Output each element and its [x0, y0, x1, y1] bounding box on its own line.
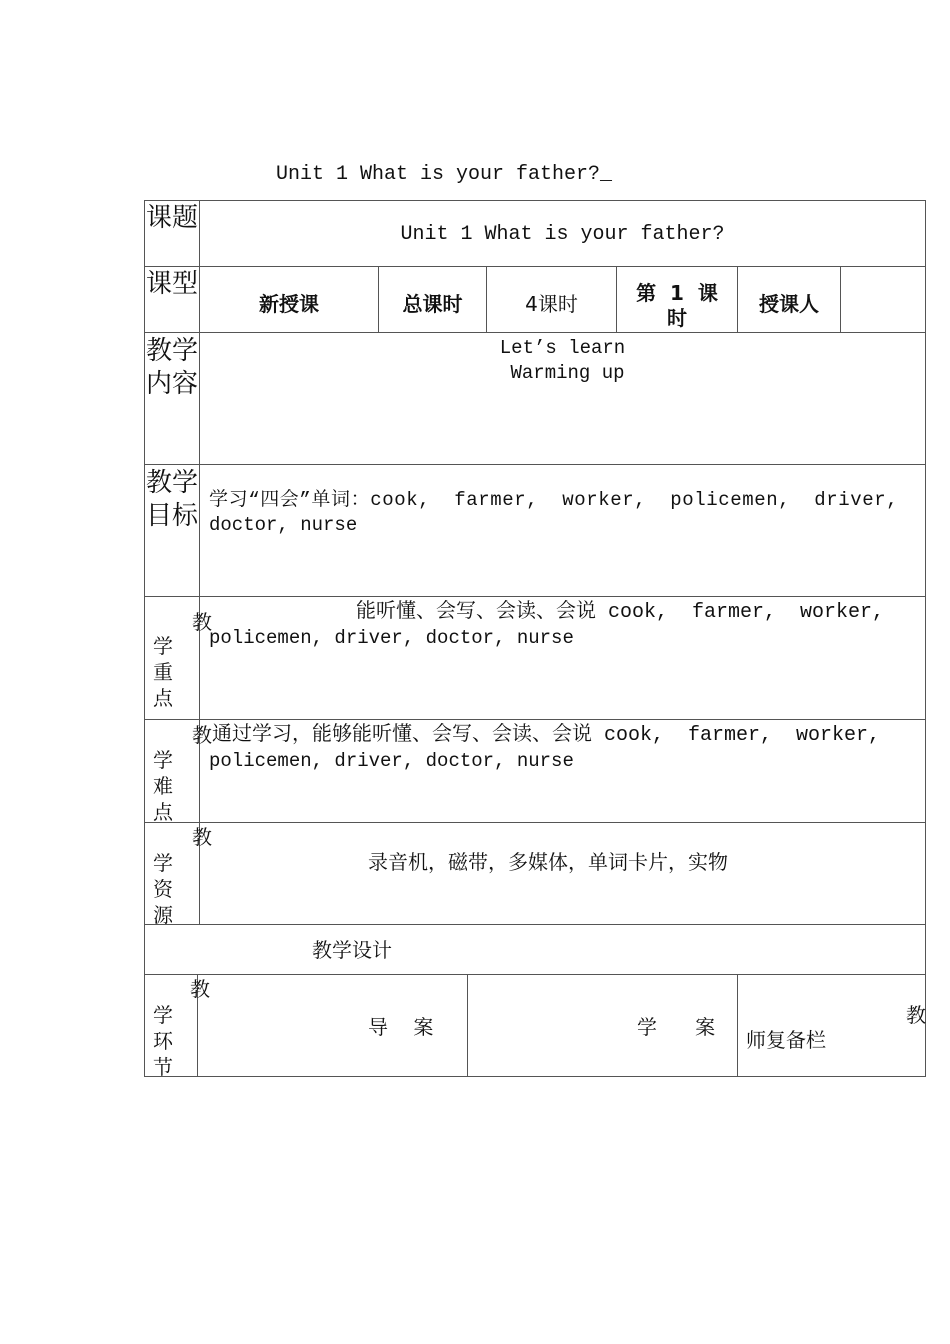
table-border-left — [144, 200, 145, 1077]
period-label-line2: 时 — [667, 306, 687, 330]
steps-label: 学环节 — [153, 1003, 173, 1079]
key-points-label-top: 教 — [192, 610, 212, 634]
objectives-label: 教学目标 — [145, 468, 198, 531]
steps-label-top: 教 — [190, 977, 210, 1001]
lesson-type-value: 新授课 — [259, 292, 319, 316]
table-border-bottom — [144, 1076, 926, 1077]
row-divider — [144, 924, 926, 925]
topic-label: 课题 — [145, 203, 198, 233]
teacher-label: 授课人 — [759, 292, 819, 316]
table-border-top — [144, 200, 926, 201]
content-label: 教学内容 — [145, 336, 198, 399]
total-periods-value: 4课时 — [525, 292, 578, 316]
row-divider — [144, 266, 926, 267]
col-divider — [467, 974, 468, 1076]
teacher-review-header-top: 教 — [906, 1003, 926, 1027]
row-divider — [144, 464, 926, 465]
key-points-line1: 能听懂、会写、会读、会说 cook, farmer, worker, — [356, 601, 885, 624]
row-divider — [144, 974, 926, 975]
study-plan-header: 学 案 — [637, 1015, 716, 1039]
difficulties-line2: policemen, driver, doctor, nurse — [209, 750, 574, 772]
content-line1: Let’s learn — [499, 337, 626, 359]
col-divider — [737, 974, 738, 1076]
row-divider — [144, 596, 926, 597]
row-divider — [144, 822, 926, 823]
key-points-line2: policemen, driver, doctor, nurse — [209, 627, 574, 649]
content-line2: Warming up — [510, 362, 625, 384]
difficulties-line1: 通过学习，能够能听懂、会写、会读、会说 cook, farmer, worker, — [212, 724, 881, 747]
page-heading: Unit 1 What is your father?_ — [276, 163, 613, 186]
difficulties-label: 学难点 — [153, 748, 173, 824]
lesson-type-label: 课型 — [145, 269, 198, 299]
col-divider — [840, 266, 841, 332]
row-divider — [144, 719, 926, 720]
design-label: 教学设计 — [312, 938, 392, 962]
resources-label: 学资源 — [153, 851, 173, 927]
topic-value: Unit 1 What is your father? — [400, 223, 725, 246]
row-divider — [144, 332, 926, 333]
guide-plan-header: 导 案 — [368, 1015, 434, 1039]
teacher-review-header: 师复备栏 — [746, 1028, 826, 1052]
key-points-label: 学重点 — [153, 634, 173, 710]
difficulties-label-top: 教 — [192, 723, 212, 747]
total-periods-label: 总课时 — [402, 292, 463, 316]
resources-value: 录音机，磁带，多媒体，单词卡片，实物 — [368, 850, 728, 874]
period-label-line1: 第 1 课 — [636, 281, 718, 305]
objectives-line1: 学习“四会”单词：cook, farmer, worker, policemen, driver, — [209, 489, 899, 511]
objectives-line2: doctor, nurse — [209, 514, 358, 536]
resources-label-top: 教 — [192, 825, 212, 849]
table-border-right — [925, 200, 926, 1077]
